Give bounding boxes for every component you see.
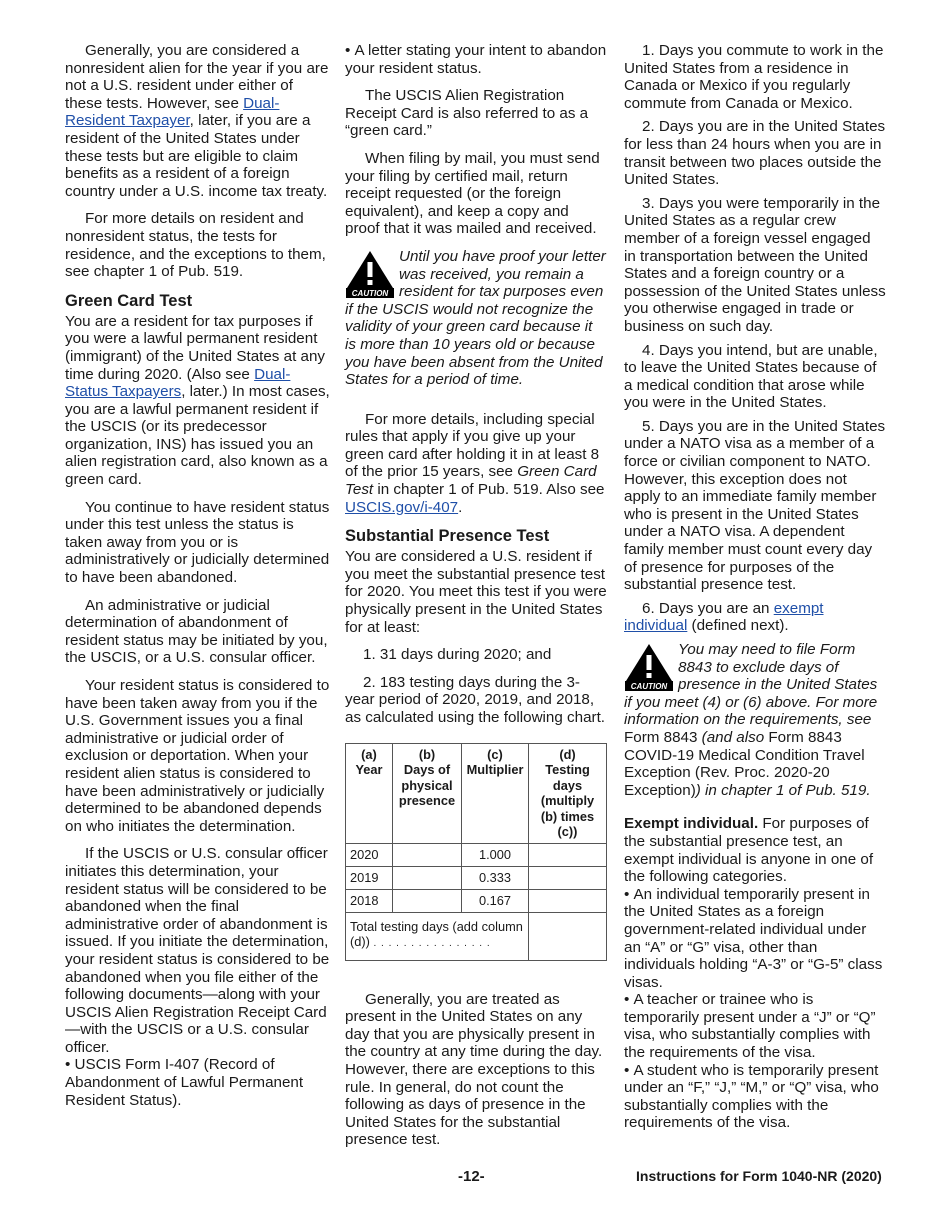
footer-form-title: Instructions for Form 1040-NR (2020) <box>636 1168 882 1184</box>
exempt-individual-link[interactable]: exempt individual <box>624 599 824 635</box>
svg-text:CAUTION: CAUTION <box>351 288 389 298</box>
numbered-item-2: 2. 183 testing days during the 3-year period of 2020, 2019, and 2018, as calculated using the following chart. <box>345 673 606 726</box>
exception-1: 1. Days you commute to work in the United States from a residence in Canada or Mexico if you regularly commute from Canada or Mexico. <box>624 42 884 112</box>
column-2 <box>345 42 607 1159</box>
paragraph-treated-as-present: Generally, you are treated as present in the United States on any day that you are physically present in the country at any time during the day. However, there are exceptions to this rule. In general, do not count the following as days of presence in the United States for the substantial presence test. <box>345 990 603 1149</box>
uscis-i407-link[interactable]: USCIS.gov/i-407 <box>345 498 459 516</box>
exception-4: 4. Days you intend, but are unable, to leave the United States because of a medical condition that arose while you were in the United States. <box>624 341 878 412</box>
paragraph-more-details: For more details on resident and nonresident status, the tests for residence, and the exceptions to them, see chapter 1 of Pub. 519. <box>65 210 326 281</box>
bullet-icon: • <box>624 1061 634 1079</box>
paragraph-determination: An administrative or judicial determination of abandonment of resident status may be initiated by you, the USCIS, or a U.S. consular officer. <box>65 596 328 667</box>
exception-5: 5. Days you are in the United States under a NATO visa as a member of a force or civilian component to NATO. However, this exception does not apply to an immediate family member who is present in the United States under a NATO visa. A dependent family member must count every day of presence for purposes of the substantial presence test. <box>624 417 886 594</box>
bullet-foreign-government: • An individual temporarily present in the United States as a foreign government-related individual under an “A” or “G” visa, other than individuals holding “A-3” or “G-5” class visas. <box>624 885 883 991</box>
table-header-row <box>346 743 607 843</box>
caution-icon <box>624 643 674 691</box>
numbered-item-1: 1. 31 days during 2020; and <box>363 646 552 664</box>
table-row: 2020 1.000 <box>346 843 607 866</box>
table-row: 2019 0.333 <box>346 866 607 889</box>
paragraph-substantial-presence: You are considered a U.S. resident if you meet the substantial presence test for 2020. You meet this test if you were physically present in the United States for at least: <box>345 548 607 636</box>
paragraph-nonresident: Generally, you are considered a nonresident alien for the year if you are not a U.S. resident under either of these tests. However, see Dual-Resident Taxpayer, later, if you are a resident of the United States under these tests but are eligible to claim benefits as a resident of a foreign country under a U.S. income tax treaty. <box>65 42 329 200</box>
header-days: (b) Days of physical presence <box>393 743 462 843</box>
dual-status-link[interactable]: Dual-Status Taxpayers <box>65 365 291 401</box>
exception-6: 6. Days you are an exempt individual (defined next). <box>624 599 824 635</box>
testing-days-table <box>345 743 607 961</box>
exception-2: 2. Days you are in the United States for less than 24 hours when you are in transit between two places outside the United States. <box>624 118 886 189</box>
header-testing-days: (d) Testing days (multiply (b) times (c)) <box>529 743 607 843</box>
bullet-teacher-trainee: • A teacher or trainee who is temporarily present under a “J” or “Q” visa, who substantially complies with the requirements of the visa. <box>624 991 876 1062</box>
bullet-student: • A student who is temporarily present under an “F,” “J,” “M,” or “Q” visa, who substantially complies with the requirements of the visa. <box>624 1061 879 1132</box>
column-1 <box>65 42 330 1109</box>
paragraph-taken-away: Your resident status is considered to have been taken away from you if the U.S. Government issues you a final administrative or judicial order of exclusion or deportation. When your resident alien status is considered to have been administratively or judicially determined to be abandoned depends on who initiates the determination. <box>65 677 330 835</box>
table-total-row <box>346 912 607 960</box>
caution-box <box>345 248 607 389</box>
paragraph-exempt-individual: Exempt individual. For purposes of the substantial presence test, an exempt individual is anyone in one of the following categories. <box>624 815 874 886</box>
total-label: Total testing days (add column (d)) . . . . . . . . . . . . . . . . <box>346 912 529 960</box>
bullet-icon: • <box>624 885 634 903</box>
header-multiplier: (c) Multiplier <box>462 743 529 843</box>
bullet-icon: • <box>65 1056 75 1074</box>
paragraph-filing-by-mail: When filing by mail, you must send your filing by certified mail, return receipt requested (or the foreign equivalent), and keep a copy and proof that it was mailed and received. <box>345 149 600 238</box>
caution-box: CAUTION You may need to file Form 8843 to exclude days of presence in the United States if you meet (4) or (6) above. For more information on the requirements, see Form 8843 (and also Form 8843 COVID-19 Medical Condition Travel Exception (Rev. Proc. 2020-20 Exception)) in chapter 1 of Pub. 519. <box>624 641 878 799</box>
total-value[interactable] <box>529 912 607 960</box>
svg-text:CAUTION: CAUTION <box>630 682 668 691</box>
bullet-form-i407: • USCIS Form I-407 (Record of Abandonment of Lawful Permanent Resident Status). <box>65 1056 304 1109</box>
paragraph-resident-tax: You are a resident for tax purposes if you were a lawful permanent resident (immigrant) of the United States at any time during 2020. (Also see Dual-Status Taxpayers, later.) In most cases, you are a lawful permanent resident if the USCIS (or its predecessor organization, INS) has issued you an alien registration card, also known as a green card. <box>65 312 330 489</box>
dual-resident-link[interactable]: Dual-Resident Taxpayer <box>65 94 280 130</box>
exception-3: 3. Days you were temporarily in the United States as a regular crew member of a foreign vessel engaged in transportation between the United States and a foreign country or a possession of the United States unless you otherwise engaged in trade or business on such day. <box>624 194 886 335</box>
heading-substantial-presence: Substantial Presence Test <box>345 527 550 546</box>
paragraph-continue-status: You continue to have resident status under this test unless the status is taken away from you or is administratively or judicially determined to have been abandoned. <box>65 498 330 587</box>
caution-icon <box>345 250 395 298</box>
page-number: -12- <box>458 1168 485 1185</box>
bullet-letter: • A letter stating your intent to abandon your resident status. <box>345 42 607 77</box>
bullet-icon: • <box>345 42 355 59</box>
paragraph-special-rules: For more details, including special rules that apply if you give up your green card after holding it in at least 8 of the prior 15 years, see Green Card Test in chapter 1 of Pub. 519. Also see USCIS.gov/i-407. <box>345 410 605 516</box>
table-row: 2018 0.167 <box>346 889 607 912</box>
heading-green-card-test: Green Card Test <box>65 291 193 310</box>
header-year: (a) Year <box>346 743 393 843</box>
column-3 <box>624 42 886 1132</box>
caution-text: Until you have proof your letter was received, you remain a resident for tax purposes even if the USCIS would not recognize the validity of your green card because it is more than 10 years old or because you have been absent from the United States for a period of time. <box>345 247 606 389</box>
paragraph-green-card-alias: The USCIS Alien Registration Receipt Card is also referred to as a “green card.” <box>345 87 589 140</box>
paragraph-uscis-initiates: If the USCIS or U.S. consular officer initiates this determination, your resident status will be considered to be abandoned when the final administrative order of abandonment is issued. If you initiate the determination, your resident status is considered to be abandoned when you file either of the following documents—along with your USCIS Alien Registration Receipt Card—with the USCIS or a U.S. consular officer. <box>65 845 330 1056</box>
bullet-icon: • <box>624 991 634 1009</box>
